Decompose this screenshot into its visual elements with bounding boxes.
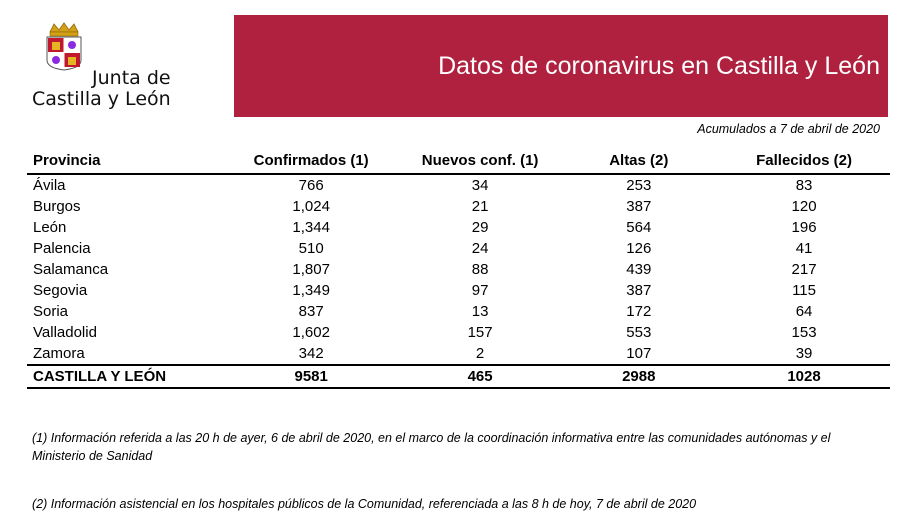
value-cell: 126 [626, 240, 652, 257]
table-row [27, 301, 890, 322]
total-cell: 1028 [718, 365, 890, 388]
table-row [27, 238, 890, 259]
value-cell: 217 [791, 261, 817, 278]
table-row [27, 343, 890, 365]
value-cell: 1,807 [292, 261, 330, 278]
page-title: Datos de coronavirus en Castilla y León [438, 52, 880, 80]
value-cell: 13 [471, 303, 489, 320]
table-row [27, 322, 890, 343]
value-cell: 88 [471, 261, 489, 278]
province-cell: Salamanca [33, 261, 109, 278]
junta-logo [30, 22, 220, 117]
column-header: Confirmados (1) [222, 147, 401, 174]
value-cell: 564 [626, 219, 652, 236]
value-cell: 172 [626, 303, 652, 320]
value-cell: 342 [298, 345, 324, 362]
value-cell: 1,349 [292, 282, 330, 299]
value-cell: 97 [471, 282, 489, 299]
table-row [27, 280, 890, 301]
total-cell: 9581 [222, 365, 401, 388]
value-cell: 21 [471, 198, 489, 215]
column-header: Nuevos conf. (1) [401, 147, 560, 174]
total-cell: CASTILLA Y LEÓN [27, 365, 222, 388]
value-cell: 1,602 [292, 324, 330, 341]
footnote-2: (2) Información asistencial en los hospitales públicos de la Comunidad, referenciada a las 8 h de hoy, 7 de abril de 2020 [32, 497, 697, 511]
province-cell: Zamora [33, 345, 85, 362]
logo-text [32, 68, 171, 110]
value-cell: 439 [626, 261, 652, 278]
value-cell: 387 [626, 282, 652, 299]
value-cell: 196 [791, 219, 817, 236]
column-header: Altas (2) [559, 147, 718, 174]
value-cell: 29 [471, 219, 489, 236]
value-cell: 83 [795, 177, 813, 194]
province-cell: Valladolid [33, 324, 97, 341]
logo-line-2: Castilla y León [32, 88, 171, 110]
value-cell: 387 [626, 198, 652, 215]
column-header: Fallecidos (2) [718, 147, 890, 174]
value-cell: 157 [467, 324, 493, 341]
value-cell: 766 [298, 177, 324, 194]
value-cell: 64 [795, 303, 813, 320]
total-cell: 2988 [559, 365, 718, 388]
value-cell: 510 [298, 240, 324, 257]
date-subtitle: Acumulados a 7 de abril de 2020 [697, 122, 880, 136]
value-cell: 1,344 [292, 219, 330, 236]
value-cell: 120 [791, 198, 817, 215]
table-row [27, 259, 890, 280]
value-cell: 553 [626, 324, 652, 341]
value-cell: 2 [475, 345, 485, 362]
value-cell: 24 [471, 240, 489, 257]
total-cell: 465 [401, 365, 560, 388]
logo-line-1: Junta de [92, 67, 171, 89]
table-row [27, 217, 890, 238]
province-cell: León [33, 219, 67, 236]
data-table [27, 147, 890, 389]
table-row [27, 174, 890, 196]
table-header-row [27, 147, 890, 174]
value-cell: 34 [471, 177, 489, 194]
value-cell: 115 [792, 282, 816, 299]
province-cell: Burgos [33, 198, 81, 215]
value-cell: 39 [795, 345, 813, 362]
value-cell: 253 [626, 177, 652, 194]
footnote-1: (1) Información referida a las 20 h de ayer, 6 de abril de 2020, en el marco de la coordinación informativa entre las comunidades autónomas y el Ministerio de Sanidad [32, 431, 831, 463]
province-cell: Segovia [33, 282, 88, 299]
value-cell: 1,024 [292, 198, 330, 215]
table-row [27, 196, 890, 217]
value-cell: 153 [791, 324, 817, 341]
header-banner [234, 15, 888, 117]
total-row [27, 365, 890, 388]
value-cell: 107 [626, 345, 652, 362]
province-cell: Palencia [33, 240, 91, 257]
value-cell: 837 [298, 303, 324, 320]
province-cell: Ávila [33, 177, 66, 194]
value-cell: 41 [795, 240, 813, 257]
province-cell: Soria [33, 303, 69, 320]
column-header: Provincia [27, 147, 222, 174]
